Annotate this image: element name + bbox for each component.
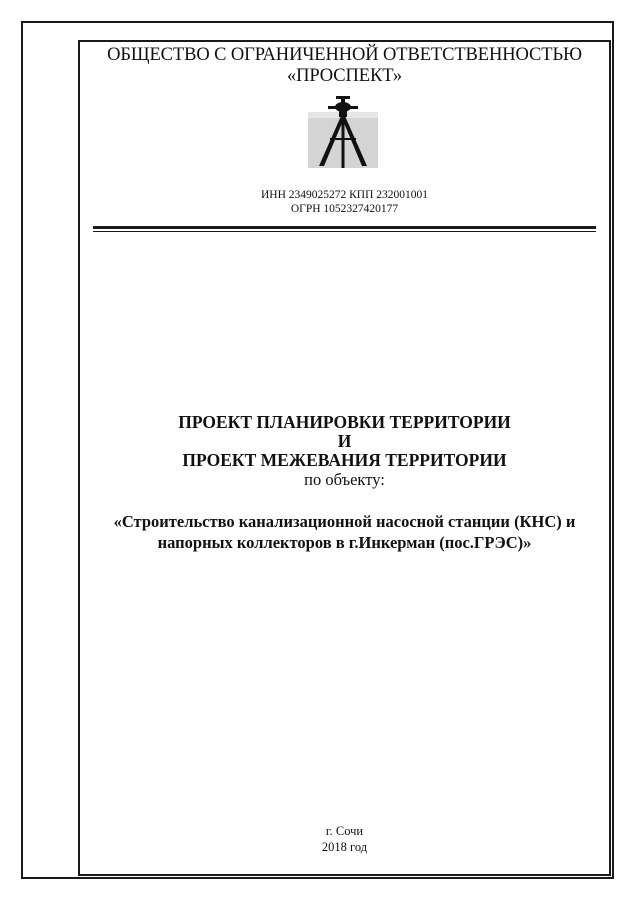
- company-name-line-2: «ПРОСПЕКТ»: [286, 66, 403, 86]
- title-line-1: ПРОЕКТ ПЛАНИРОВКИ ТЕРРИТОРИИ: [178, 412, 511, 432]
- object-name: [80, 511, 609, 553]
- place-and-date: [80, 823, 609, 855]
- header-divider-thin: [93, 231, 596, 232]
- title-subtitle: по объекту:: [304, 470, 385, 489]
- title-line-3: ПРОЕКТ МЕЖЕВАНИЯ ТЕРРИТОРИИ: [182, 450, 507, 470]
- title-line-2: И: [337, 431, 352, 451]
- company-name-line-1: ОБЩЕСТВО С ОГРАНИЧЕННОЙ ОТВЕТСТВЕННОСТЬЮ: [107, 45, 582, 65]
- header-divider-thick: [93, 226, 596, 229]
- inn-kpp: ИНН 2349025272 КПП 232001001: [260, 189, 429, 201]
- surveyor-tripod-theodolite-icon: [306, 94, 380, 170]
- company-name: [80, 45, 609, 87]
- object-name-line-2: напорных коллекторов в г.Инкерман (пос.ГРЭС)»: [157, 533, 532, 552]
- object-name-line-1: «Строительство канализационной насосной станции (КНС) и: [113, 512, 576, 531]
- ogrn: ОГРН 1052327420177: [290, 203, 399, 215]
- registration-ids: [80, 188, 609, 216]
- document-title: [80, 413, 609, 489]
- city: г. Сочи: [325, 824, 364, 838]
- year: 2018 год: [321, 840, 368, 854]
